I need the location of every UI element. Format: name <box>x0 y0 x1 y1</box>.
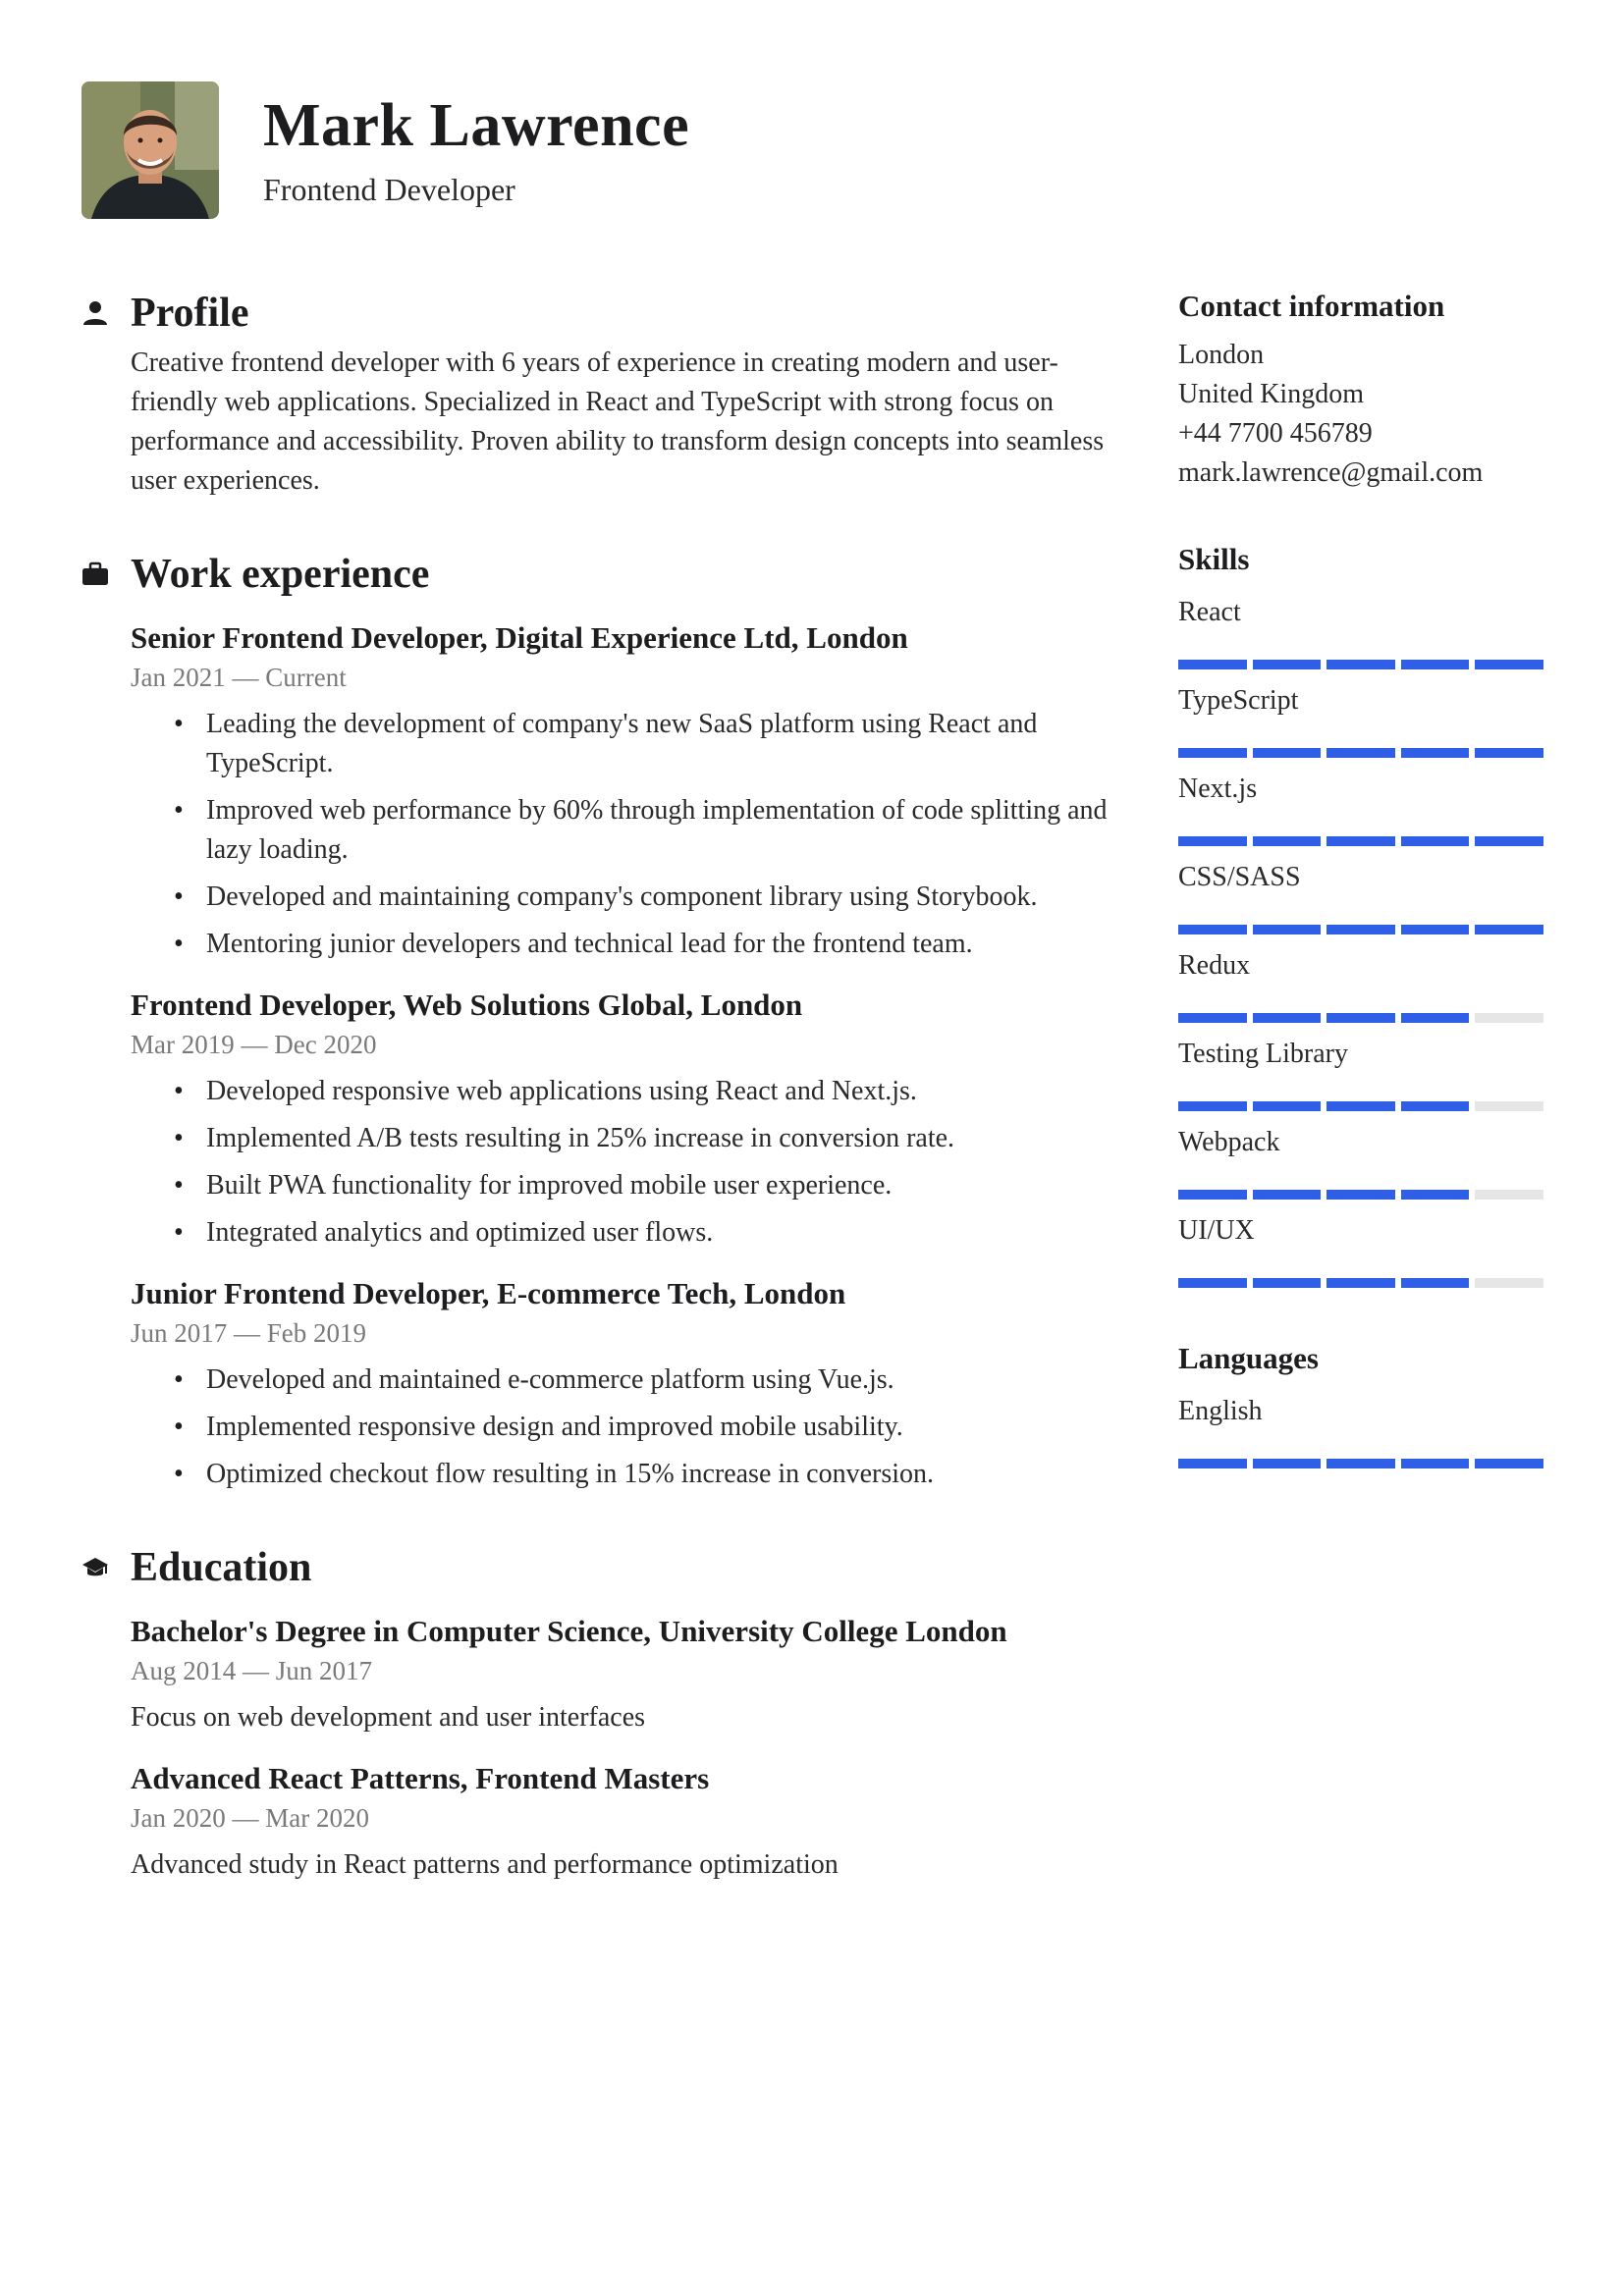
main-column <box>81 285 1122 1930</box>
level-segment <box>1401 1013 1470 1023</box>
resume-header <box>81 81 689 219</box>
level-segment <box>1178 925 1247 934</box>
bullet-item: • Improved web performance by 60% through implementation of code splitting and lazy loading. <box>131 791 1122 870</box>
skill-item-level-bar <box>1178 1278 1543 1288</box>
bullet-item: • Leading the development of company's new SaaS platform using React and TypeScript. <box>131 705 1122 783</box>
level-segment <box>1401 836 1470 846</box>
skill-item-label: React <box>1178 597 1241 627</box>
skill-item-level-bar <box>1178 748 1543 758</box>
level-segment <box>1326 1190 1395 1200</box>
level-segment <box>1326 1101 1395 1111</box>
level-segment <box>1326 1459 1395 1468</box>
contact-title: Contact information <box>1178 289 1445 323</box>
language-item <box>1178 1392 1543 1468</box>
skill-item-level-bar <box>1178 1190 1543 1200</box>
job-title: Frontend Developer <box>263 171 515 207</box>
level-segment <box>1401 1190 1470 1200</box>
level-segment <box>1253 1278 1322 1288</box>
level-segment <box>1253 748 1322 758</box>
entry-description: Advanced study in React patterns and performance optimization <box>131 1849 839 1880</box>
bullet-item: • Developed responsive web applications using React and Next.js. <box>131 1072 1122 1111</box>
skill-item <box>1178 593 1543 669</box>
skill-item <box>1178 770 1543 846</box>
avatar <box>81 81 219 219</box>
work-entry <box>131 986 1122 1253</box>
level-segment <box>1475 1278 1543 1288</box>
level-segment <box>1475 1101 1543 1111</box>
language-item-level-bar <box>1178 1459 1543 1468</box>
entry-date: Mar 2019 — Dec 2020 <box>131 1030 377 1059</box>
skill-item-label: TypeScript <box>1178 685 1299 716</box>
level-segment <box>1401 748 1470 758</box>
level-segment <box>1401 1459 1470 1468</box>
level-segment <box>1178 1013 1247 1023</box>
skill-item <box>1178 1123 1543 1200</box>
skill-item-label: Testing Library <box>1178 1039 1348 1069</box>
skill-item-label: CSS/SASS <box>1178 862 1301 892</box>
entry-date: Jun 2017 — Feb 2019 <box>131 1318 367 1348</box>
level-segment <box>1253 1459 1322 1468</box>
entry-description: Focus on web development and user interfaces <box>131 1702 646 1733</box>
bullet-item: • Mentoring junior developers and technical lead for the frontend team. <box>131 925 1122 964</box>
skill-item-level-bar <box>1178 1101 1543 1111</box>
level-segment <box>1178 1190 1247 1200</box>
contact-city: London <box>1178 340 1265 370</box>
bullet-item: • Developed and maintained e-commerce platform using Vue.js. <box>131 1361 1122 1400</box>
skill-item-label: Webpack <box>1178 1127 1280 1157</box>
profile-summary: Creative frontend developer with 6 years of experience in creating modern and user-friendly web applications. Specialized in React and TypeScript with strong focus on performance and accessibility. Proven ability to transform design concepts into seamless user experiences. <box>131 347 1105 496</box>
education-section <box>81 1539 1122 1885</box>
level-segment <box>1253 836 1322 846</box>
level-segment <box>1401 660 1470 669</box>
entry-title: Junior Frontend Developer, E-commerce Tech, London <box>131 1276 846 1310</box>
sidebar <box>1178 285 1543 1518</box>
work-experience-section <box>81 546 1122 1494</box>
level-segment <box>1326 748 1395 758</box>
bullet-item: • Implemented A/B tests resulting in 25% increase in conversion rate. <box>131 1119 1122 1158</box>
level-segment <box>1326 836 1395 846</box>
profile-section <box>81 285 1122 501</box>
bullet-item: • Integrated analytics and optimized user flows. <box>131 1213 1122 1253</box>
person-icon <box>81 299 131 327</box>
graduation-cap-icon <box>81 1554 131 1581</box>
entry-date: Aug 2014 — Jun 2017 <box>131 1656 373 1685</box>
skill-item-label: UI/UX <box>1178 1215 1255 1246</box>
entry-title: Senior Frontend Developer, Digital Experience Ltd, London <box>131 620 908 655</box>
level-segment <box>1475 748 1543 758</box>
skill-item-level-bar <box>1178 925 1543 934</box>
level-segment <box>1178 1459 1247 1468</box>
skill-item-level-bar <box>1178 836 1543 846</box>
level-segment <box>1178 1278 1247 1288</box>
languages-section <box>1178 1337 1543 1468</box>
level-segment <box>1178 1101 1247 1111</box>
level-segment <box>1401 925 1470 934</box>
education-entry <box>131 1759 1122 1885</box>
bullet-item: • Developed and maintaining company's component library using Storybook. <box>131 878 1122 917</box>
level-segment <box>1178 836 1247 846</box>
work-entry <box>131 618 1122 964</box>
person-name: Mark Lawrence <box>263 92 690 160</box>
language-item-label: English <box>1178 1396 1263 1426</box>
section-title: Profile <box>131 291 249 336</box>
contact-phone[interactable]: +44 7700 456789 <box>1178 418 1373 449</box>
level-segment <box>1253 1101 1322 1111</box>
level-segment <box>1253 925 1322 934</box>
bullet-item: • Built PWA functionality for improved mobile user experience. <box>131 1166 1122 1205</box>
level-segment <box>1401 1278 1470 1288</box>
avatar-photo <box>81 81 219 219</box>
skill-item-label: Next.js <box>1178 774 1258 804</box>
skills-section <box>1178 538 1543 1288</box>
entry-title: Frontend Developer, Web Solutions Global, London <box>131 988 803 1022</box>
level-segment <box>1475 925 1543 934</box>
skill-item <box>1178 681 1543 758</box>
briefcase-icon <box>81 561 131 588</box>
skill-item-label: Redux <box>1178 950 1251 981</box>
contact-country: United Kingdom <box>1178 379 1364 409</box>
level-segment <box>1475 836 1543 846</box>
level-segment <box>1401 1101 1470 1111</box>
level-segment <box>1475 1459 1543 1468</box>
section-title: Work experience <box>131 552 430 597</box>
level-segment <box>1253 660 1322 669</box>
level-segment <box>1326 925 1395 934</box>
level-segment <box>1475 1013 1543 1023</box>
skill-item <box>1178 858 1543 934</box>
education-entry <box>131 1612 1122 1737</box>
level-segment <box>1326 1013 1395 1023</box>
skill-item-level-bar <box>1178 660 1543 669</box>
section-title: Education <box>131 1545 312 1590</box>
level-segment <box>1178 660 1247 669</box>
work-entry <box>131 1274 1122 1494</box>
skill-item-level-bar <box>1178 1013 1543 1023</box>
level-segment <box>1178 748 1247 758</box>
skills-title: Skills <box>1178 542 1250 576</box>
bullet-item: • Implemented responsive design and improved mobile usability. <box>131 1408 1122 1447</box>
skill-item <box>1178 1211 1543 1288</box>
contact-info <box>1178 336 1543 493</box>
level-segment <box>1326 1278 1395 1288</box>
level-segment <box>1475 660 1543 669</box>
skill-item <box>1178 946 1543 1023</box>
level-segment <box>1326 660 1395 669</box>
languages-title: Languages <box>1178 1341 1319 1375</box>
level-segment <box>1253 1013 1322 1023</box>
entry-date: Jan 2021 — Current <box>131 663 347 692</box>
entry-title: Advanced React Patterns, Frontend Masters <box>131 1761 710 1795</box>
skill-item <box>1178 1035 1543 1111</box>
level-segment <box>1475 1190 1543 1200</box>
entry-date: Jan 2020 — Mar 2020 <box>131 1803 369 1833</box>
entry-title: Bachelor's Degree in Computer Science, University College London <box>131 1614 1007 1648</box>
bullet-item: • Optimized checkout flow resulting in 15% increase in conversion. <box>131 1455 1122 1494</box>
level-segment <box>1253 1190 1322 1200</box>
contact-email[interactable]: mark.lawrence@gmail.com <box>1178 457 1484 488</box>
